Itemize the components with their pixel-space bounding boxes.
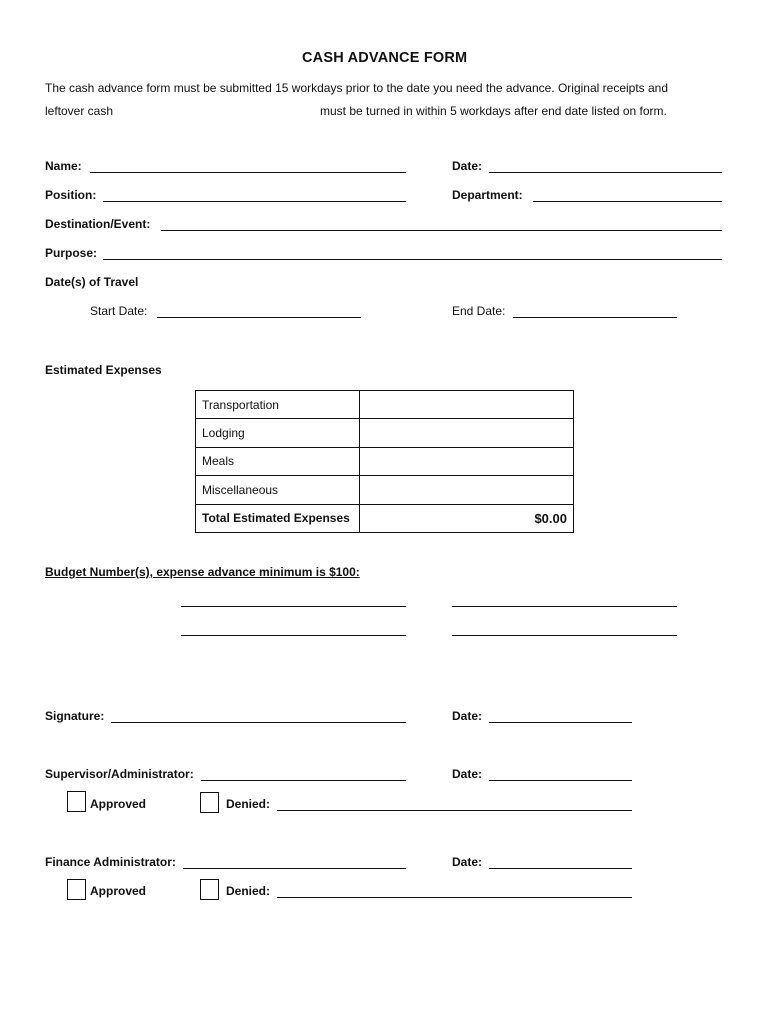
start-date-field[interactable] (157, 317, 361, 318)
dates-of-travel-label: Date(s) of Travel (45, 275, 139, 289)
finance-denied-checkbox[interactable] (200, 879, 219, 900)
table-row (196, 447, 574, 475)
supervisor-date-field[interactable] (489, 780, 632, 781)
supervisor-label: Supervisor/Administrator: (45, 767, 194, 781)
position-label: Position: (45, 188, 97, 202)
estimated-expenses-heading: Estimated Expenses (45, 363, 162, 377)
finance-admin-field[interactable] (183, 868, 406, 869)
destination-field[interactable] (161, 230, 722, 231)
supervisor-date-label: Date: (452, 767, 483, 781)
expense-value-transportation[interactable] (360, 391, 574, 419)
intro-line-2a: leftover cash (45, 104, 114, 118)
form-title: CASH ADVANCE FORM (302, 50, 468, 66)
table-row (196, 504, 574, 532)
finance-approved-checkbox[interactable] (67, 879, 86, 900)
expense-value-miscellaneous[interactable] (360, 476, 574, 504)
signature-date-label: Date: (452, 709, 483, 723)
name-field[interactable] (90, 172, 406, 173)
finance-denied-field[interactable] (277, 897, 632, 898)
finance-admin-label: Finance Administrator: (45, 855, 176, 869)
supervisor-denied-label: Denied: (226, 797, 271, 811)
budget-number-field-1[interactable] (181, 606, 406, 607)
table-row (196, 419, 574, 447)
destination-label: Destination/Event: (45, 217, 151, 231)
date-label: Date: (452, 159, 483, 173)
budget-heading: Budget Number(s), expense advance minimum is $100: (45, 565, 360, 579)
signature-date-field[interactable] (489, 722, 632, 723)
purpose-label: Purpose: (45, 246, 98, 260)
intro-line-2b: must be turned in within 5 workdays after end date listed on form. (320, 104, 667, 118)
intro-line-1: The cash advance form must be submitted 15 workdays prior to the date you need the advance. Original receipts and (45, 81, 669, 95)
expense-label-lodging: Lodging (196, 419, 360, 447)
signature-label: Signature: (45, 709, 105, 723)
expense-value-meals[interactable] (360, 447, 574, 475)
department-label: Department: (452, 188, 523, 202)
total-label: Total Estimated Expenses (196, 504, 360, 532)
position-field[interactable] (103, 201, 406, 202)
expense-label-miscellaneous: Miscellaneous (196, 476, 360, 504)
end-date-label: End Date: (452, 304, 506, 318)
finance-denied-label: Denied: (226, 884, 271, 898)
table-row (196, 391, 574, 419)
table-row (196, 476, 574, 504)
budget-number-field-2[interactable] (452, 606, 677, 607)
expense-label-meals: Meals (196, 447, 360, 475)
supervisor-denied-checkbox[interactable] (200, 792, 219, 813)
supervisor-approved-checkbox[interactable] (67, 791, 86, 812)
purpose-field[interactable] (103, 259, 722, 260)
supervisor-denied-field[interactable] (277, 810, 632, 811)
finance-date-field[interactable] (489, 868, 632, 869)
expense-label-transportation: Transportation (196, 391, 360, 419)
signature-field[interactable] (111, 722, 406, 723)
department-field[interactable] (533, 201, 722, 202)
date-field[interactable] (489, 172, 722, 173)
start-date-label: Start Date: (90, 304, 148, 318)
end-date-field[interactable] (513, 317, 677, 318)
budget-number-field-4[interactable] (452, 635, 677, 636)
finance-approved-label: Approved (90, 884, 147, 898)
finance-date-label: Date: (452, 855, 483, 869)
supervisor-approved-label: Approved (90, 797, 147, 811)
total-value: $0.00 (360, 504, 574, 532)
name-label: Name: (45, 159, 82, 173)
expenses-table (195, 390, 574, 533)
supervisor-field[interactable] (201, 780, 406, 781)
expense-value-lodging[interactable] (360, 419, 574, 447)
budget-number-field-3[interactable] (181, 635, 406, 636)
